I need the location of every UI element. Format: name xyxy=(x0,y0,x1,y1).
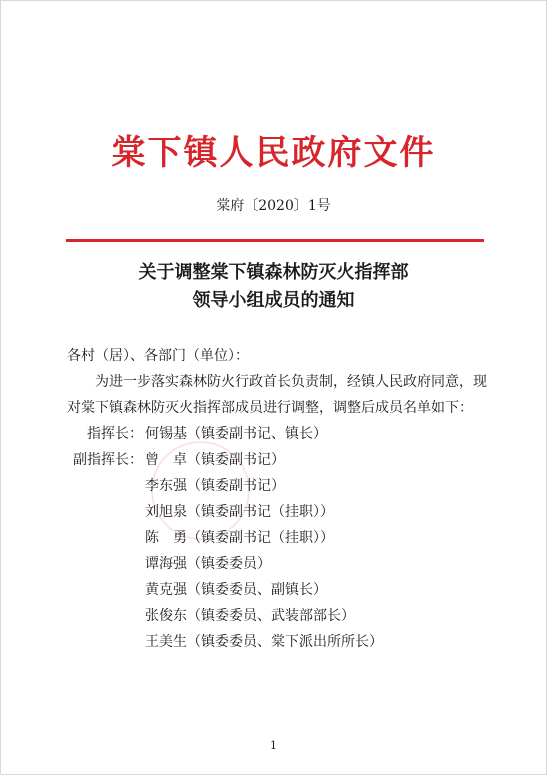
deputy-member: 刘旭泉（镇委副书记（挂职）） xyxy=(145,504,334,520)
notice-body xyxy=(67,343,487,655)
deputy-row xyxy=(67,473,487,499)
document-header: 棠下镇人民政府文件 xyxy=(111,133,436,173)
deputy-row xyxy=(67,551,487,577)
deputy-role: 副指挥长： xyxy=(73,452,143,468)
deputy-member: 黄克强（镇委委员、副镇长） xyxy=(145,582,327,598)
deputy-member: 李东强（镇委副书记） xyxy=(145,478,285,494)
deputy-member: 张俊东（镇委委员、武装部部长） xyxy=(145,608,355,624)
deputy-member: 曾 卓（镇委副书记） xyxy=(145,452,285,468)
page-number: 1 xyxy=(270,739,277,752)
deputy-member: 陈 勇（镇委副书记（挂职）） xyxy=(145,530,334,546)
deputy-member: 王美生（镇委委员、棠下派出所所长） xyxy=(145,634,383,650)
commander-member: 何锡基（镇委副书记、镇长） xyxy=(145,426,327,442)
deputy-row xyxy=(67,499,487,525)
notice-title-line-1: 关于调整棠下镇森林防灭火指挥部 xyxy=(138,262,409,283)
deputy-row xyxy=(67,629,487,655)
intro-paragraph: 为进一步落实森林防火行政首长负责制，经镇人民政府同意，现对棠下镇森林防灭火指挥部成员进行调整，调整后成员名单如下： xyxy=(67,374,487,416)
document-number: 棠府〔2020〕1号 xyxy=(216,198,331,214)
deputy-member: 谭海强（镇委委员） xyxy=(145,556,271,572)
commander-role: 指挥长： xyxy=(87,426,143,442)
notice-title xyxy=(1,259,546,315)
deputy-row xyxy=(67,447,487,473)
notice-title-line-2: 领导小组成员的通知 xyxy=(192,290,355,311)
salutation: 各村（居）、各部门（单位）： xyxy=(67,348,249,364)
commander-row xyxy=(67,421,487,447)
deputy-row xyxy=(67,603,487,629)
deputy-row xyxy=(67,525,487,551)
deputy-row xyxy=(67,577,487,603)
red-divider xyxy=(66,239,484,242)
